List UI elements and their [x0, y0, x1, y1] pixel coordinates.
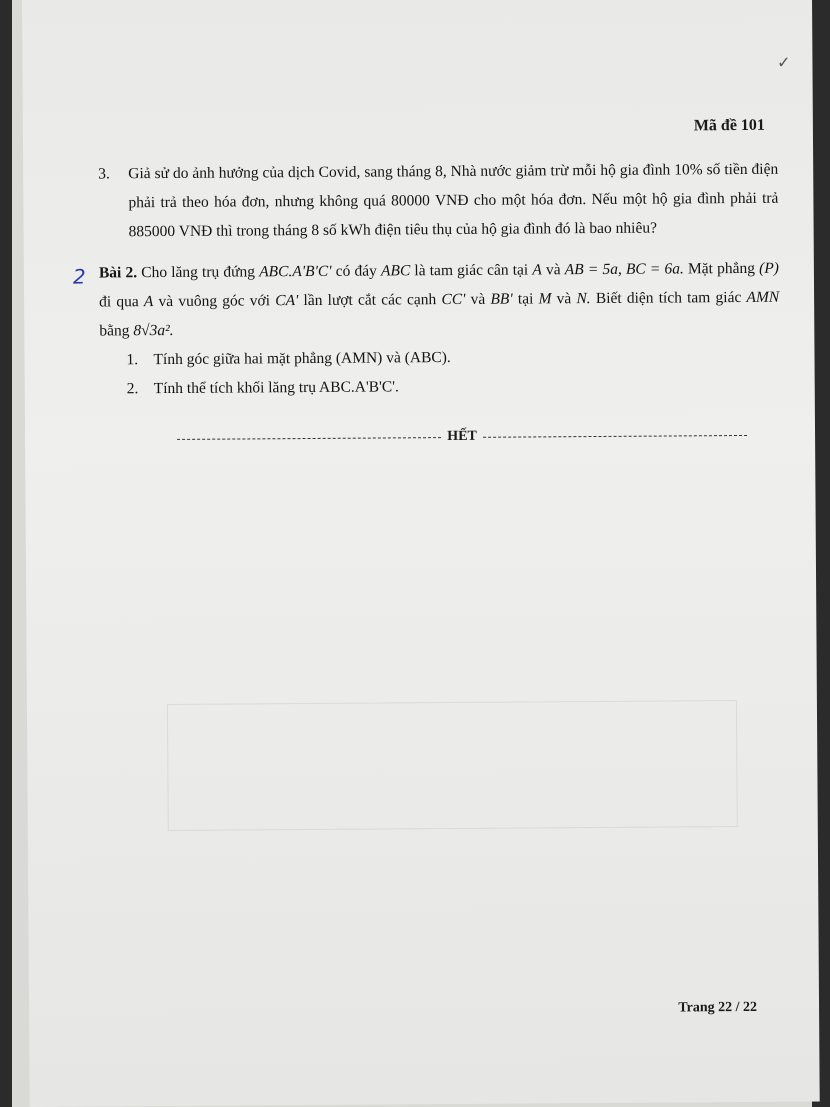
math-n: N.: [576, 290, 591, 308]
math-cc: CC': [441, 290, 466, 309]
problem-text: có đáy: [335, 262, 377, 280]
math-lengths: AB = 5a, BC = 6a.: [564, 260, 684, 279]
sub-question-1: [126, 341, 779, 375]
problem-text: bằng: [99, 322, 130, 340]
problem-text: và: [470, 290, 486, 308]
problem-text: đi qua: [99, 293, 139, 311]
show-through-table: [167, 700, 738, 831]
problem-text: là tam giác cân tại: [414, 261, 529, 280]
math-bb: BB': [490, 290, 513, 308]
question-number: 3.: [98, 165, 110, 183]
problem-text: Cho lăng trụ đứng: [141, 263, 256, 282]
math-plane: (P): [759, 259, 779, 277]
dashed-rule: [177, 437, 441, 440]
math-ca: CA': [275, 292, 299, 310]
exam-code: Mã đề 101: [693, 116, 765, 135]
math-vertex: A: [143, 293, 154, 311]
math-m: M: [538, 290, 552, 308]
problem-text: Mặt phẳng: [687, 259, 756, 278]
sub-text: Tính góc giữa hai mặt phẳng (AMN) và (ABC).: [153, 349, 451, 369]
sub-number: 1.: [126, 351, 139, 369]
end-marker: [177, 427, 747, 447]
problem-text: và: [545, 261, 561, 279]
problem-text: tại: [517, 290, 534, 308]
problem-text: Biết diện tích tam giác: [595, 288, 742, 308]
sub-question-2: [127, 370, 780, 404]
problem-text: và: [556, 290, 572, 308]
pen-tick-mark: ✓: [776, 52, 791, 72]
handwritten-mark: 2: [72, 264, 86, 289]
math-prism: ABC.A'B'C': [259, 262, 332, 281]
content: [72, 155, 780, 404]
dashed-rule: [483, 434, 747, 437]
math-vertex: A: [532, 261, 542, 279]
math-area: 8√3a².: [133, 321, 174, 340]
question-3: [98, 155, 779, 247]
problem-text: lần lượt cắt các cạnh: [303, 291, 437, 310]
end-text: HẾT: [447, 428, 477, 445]
problem-text: và vuông góc với: [158, 292, 271, 311]
problem-label: Bài 2.: [98, 264, 138, 282]
problem-2: [72, 254, 780, 346]
math-amn: AMN: [746, 288, 780, 306]
math-base: ABC: [380, 262, 411, 280]
page-number: Trang 22 / 22: [678, 999, 758, 1016]
exam-page: [22, 0, 820, 1107]
question-text: Giả sử do ảnh hưởng của dịch Covid, sang tháng 8, Nhà nước giảm trừ mỗi hộ gia đình 10% số tiền điện phải trả theo hóa đơn, nhưng không quá 80000 VNĐ cho một hóa đơn. Nếu một hộ gia đình phải trả 885000 VNĐ thì trong tháng 8 số kWh điện tiêu thụ của hộ gia đình đó là bao nhiêu?: [128, 160, 779, 241]
sub-number: 2.: [126, 380, 139, 398]
sub-text: Tính thể tích khối lăng trụ ABC.A'B'C'.: [153, 378, 399, 398]
